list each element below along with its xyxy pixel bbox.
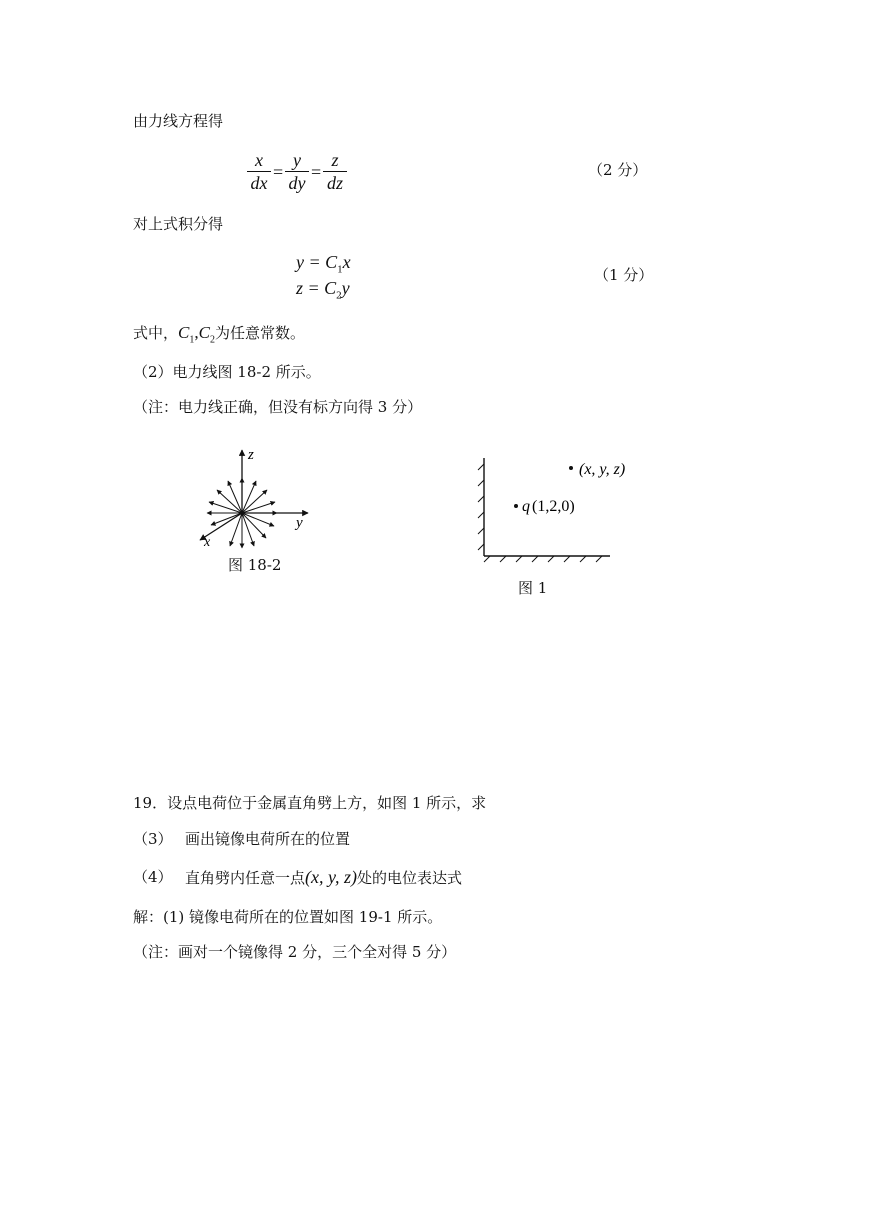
label-z: z — [248, 447, 254, 463]
fraction-z-dz: z dz — [323, 150, 347, 193]
fraction-y-dy: y dy — [285, 150, 309, 193]
figure-1 — [470, 452, 650, 572]
text-line-note: （注：电力线正确，但没有标方向得 3 分） — [133, 398, 423, 416]
solution-line-1: 解：(1) 镜像电荷所在的位置如图 19-1 所示。 — [133, 908, 443, 926]
equation-z-c2y: $z = C_2y$ — [296, 278, 350, 302]
label-y: y — [296, 515, 303, 531]
problem-19: 19．设点电荷位于金属直角劈上方，如图 1 所示，求 — [133, 794, 487, 812]
caption-fig-1: 图 1 — [518, 579, 548, 597]
item-3-text: 画出镜像电荷所在的位置 — [185, 830, 351, 848]
item-3-number: （3） — [133, 830, 173, 848]
label-x: x — [204, 535, 211, 550]
label-charge-coords: (1,2,0) — [532, 498, 575, 515]
point-xyz: (x, y, z) — [305, 867, 357, 887]
equation-y-c1x: $y = C_1x$ — [296, 252, 351, 276]
item-4-number: （4） — [133, 868, 173, 886]
charge-dot — [514, 504, 518, 508]
text-line-fig-ref: （2）电力线图 18-2 所示。 — [133, 363, 321, 381]
score-2: （2 分） — [588, 161, 648, 179]
equals-sign: = — [273, 162, 284, 182]
label-field-point: (x, y, z) — [579, 461, 626, 478]
text-line-force-line-eq: 由力线方程得 — [133, 112, 224, 130]
field-point-dot — [569, 466, 573, 470]
point-charge — [240, 511, 244, 515]
fraction-x-dx: x dx — [247, 150, 271, 193]
score-1: （1 分） — [594, 266, 654, 284]
figure-18-2 — [190, 440, 320, 555]
text-line-constants: 式中，$C_1,C_2$为任意常数。 — [133, 323, 305, 346]
solution-note: （注：画对一个镜像得 2 分，三个全对得 5 分） — [133, 943, 457, 961]
caption-fig-18-2: 图 18-2 — [228, 556, 282, 574]
equals-sign: = — [311, 162, 322, 182]
item-4-text: 直角劈内任意一点(x, y, z)处的电位表达式 — [185, 867, 463, 887]
text-line-integrate: 对上式积分得 — [133, 215, 224, 233]
label-charge-q: q — [522, 498, 530, 515]
